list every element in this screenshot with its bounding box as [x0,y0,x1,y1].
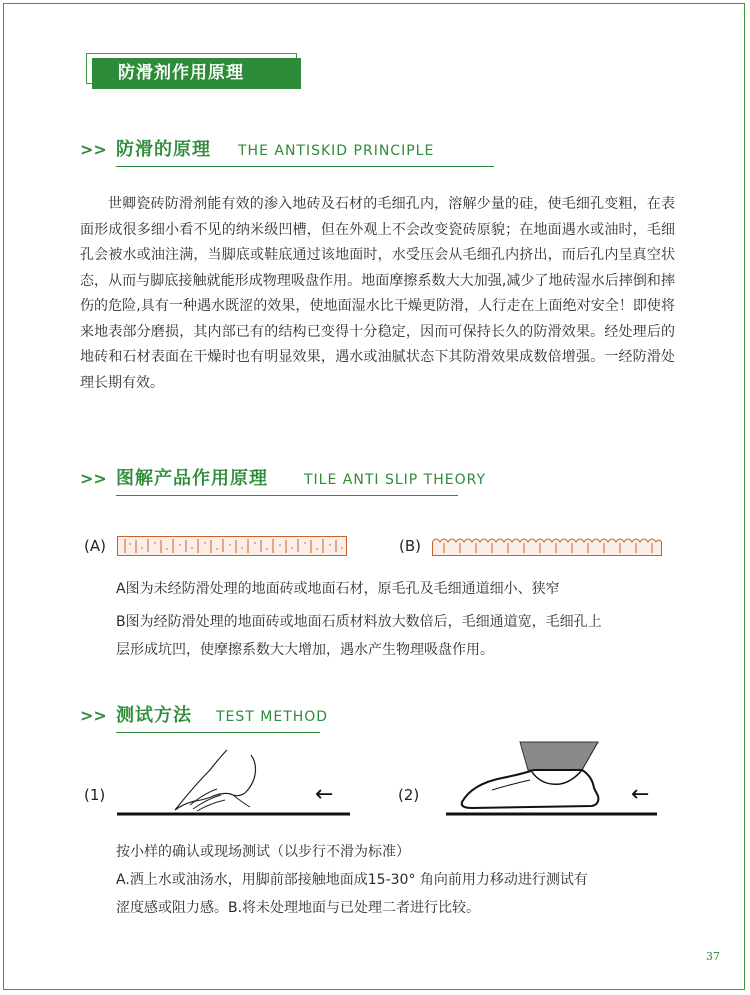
figure-a-untreated-surface [117,536,347,556]
section-heading-principle [80,137,500,167]
section-title-zh: 测试方法 [116,705,192,726]
test-method-line3: 涩度感或阻力感。B.将未处理地面与已处理二者进行比较。 [116,900,481,916]
section-underline [116,732,320,733]
double-chevron-icon: >> [80,706,107,725]
left-arrow-icon: ← [315,782,334,807]
section-title-en: THE ANTISKID PRINCIPLE [238,143,435,159]
section-title-zh: 图解产品作用原理 [116,468,268,489]
test-method-line1: 按小样的确认或现场测试（以步行不滑为标准） [116,844,410,860]
section-title-zh: 防滑的原理 [116,139,211,160]
test-method-line2: A.洒上水或油汤水，用脚前部接触地面成15-30° 角向前用力移动进行测试有 [116,872,588,888]
figure-label-b: (B) [399,537,421,555]
section-underline [116,166,494,167]
section-title-en: TEST METHOD [216,709,329,725]
section-title-en: TILE ANTI SLIP THEORY [304,472,486,488]
shoe-walk-test-illustration [432,740,662,820]
figure-b-treated-surface [432,536,662,556]
left-arrow-icon: ← [631,782,650,807]
figure-a-description: A图为未经防滑处理的地面砖或地面石材，原毛孔及毛细通道细小、狭窄 [116,581,560,597]
test-figure-label-2: (2) [398,786,420,804]
principle-paragraph: 世卿瓷砖防滑剂能有效的渗入地砖及石材的毛细孔内，溶解少量的硅，使毛细孔变粗，在表面形成很多细小看不见的纳米级凹槽，但在外观上不会改变瓷砖原貌；在地面遇水或油时，毛细孔会被水或油注满，当脚底或鞋底通过该地面时，水受压会从毛细孔内挤出，而后孔内呈真空状态，从而与脚底接触就能形成物理吸盘作用。地面摩擦系数大大加强,减少了地砖湿水后摔倒和摔伤的危险,具有一种遇水既涩的效果，使地面湿水比干燥更防滑，人行走在上面绝对安全！即使将来地表部分磨损，其内部已有的结构已变得十分稳定，因而可保持长久的防滑效果。经处理后的地砖和石材表面在干燥时也有明显效果，遇水或油腻状态下其防滑效果成数倍增强。一经防滑处理长期有效。 [80,196,675,391]
banner-title: 防滑剂作用原理 [92,58,301,89]
double-chevron-icon: >> [80,140,107,159]
section-heading-test [80,703,400,733]
figure-label-a: (A) [84,537,106,555]
section-heading-theory [80,466,520,496]
figure-b-description-line1: B图为经防滑处理的地面砖或地面石质材料放大数倍后，毛细通道宽，毛细孔上 [116,614,602,630]
page-number: 37 [706,950,720,963]
section-underline [116,495,458,496]
figure-b-description-line2: 层形成坑凹，使摩擦系数大大增加，遇水产生物理吸盘作用。 [116,642,494,658]
test-figure-label-1: (1) [84,786,106,804]
double-chevron-icon: >> [80,469,107,488]
